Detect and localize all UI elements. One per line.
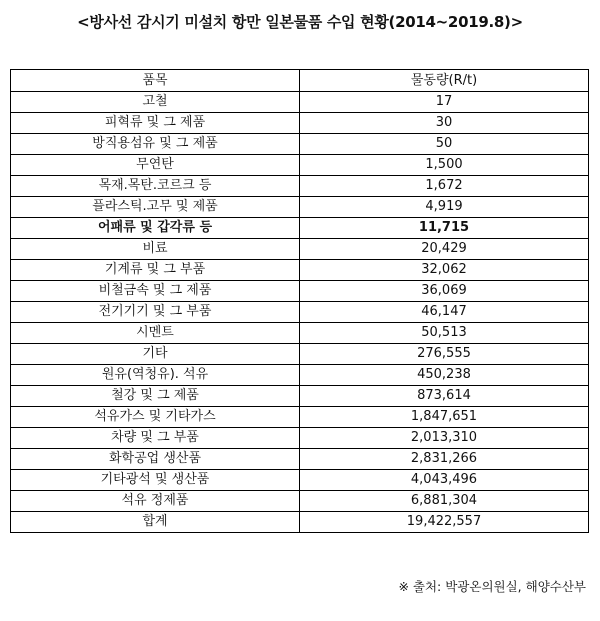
table-body (11, 92, 589, 533)
cell-volume: 450,238 (300, 365, 589, 386)
cell-item: 비철금속 및 그 제품 (11, 281, 300, 302)
cell-item: 석유가스 및 기타가스 (11, 407, 300, 428)
table-row (11, 302, 589, 323)
table-row (11, 218, 589, 239)
table-row (11, 197, 589, 218)
table-row (11, 491, 589, 512)
table-row (11, 428, 589, 449)
cell-volume: 32,062 (300, 260, 589, 281)
table-row (11, 113, 589, 134)
cell-item: 철강 및 그 제품 (11, 386, 300, 407)
cell-volume: 873,614 (300, 386, 589, 407)
cell-item: 전기기기 및 그 부품 (11, 302, 300, 323)
cell-volume: 11,715 (300, 218, 589, 239)
cell-item: 기계류 및 그 부품 (11, 260, 300, 281)
cell-volume: 4,043,496 (300, 470, 589, 491)
cell-item: 기타 (11, 344, 300, 365)
cell-item: 기타광석 및 생산품 (11, 470, 300, 491)
import-volume-table (10, 69, 589, 533)
cell-volume: 1,847,651 (300, 407, 589, 428)
table-row (11, 176, 589, 197)
cell-item: 피혁류 및 그 제품 (11, 113, 300, 134)
table-row (11, 92, 589, 113)
cell-item: 목재.목탄.코르크 등 (11, 176, 300, 197)
cell-item: 고철 (11, 92, 300, 113)
cell-volume: 1,672 (300, 176, 589, 197)
table-row (11, 449, 589, 470)
table-row (11, 365, 589, 386)
cell-volume: 50,513 (300, 323, 589, 344)
cell-item: 원유(역청유). 석유 (11, 365, 300, 386)
table-row (11, 407, 589, 428)
table-row (11, 344, 589, 365)
cell-item: 비료 (11, 239, 300, 260)
cell-item: 방직용섬유 및 그 제품 (11, 134, 300, 155)
table-header-row (11, 70, 589, 92)
cell-item: 시멘트 (11, 323, 300, 344)
table-row (11, 386, 589, 407)
document-title: <방사선 감시기 미설치 항만 일본물품 수입 현황(2014~2019.8)> (77, 13, 523, 31)
table-row (11, 281, 589, 302)
table-row (11, 134, 589, 155)
cell-volume: 276,555 (300, 344, 589, 365)
cell-volume: 20,429 (300, 239, 589, 260)
cell-item: 석유 정제품 (11, 491, 300, 512)
table-row (11, 260, 589, 281)
cell-item: 무연탄 (11, 155, 300, 176)
cell-item: 플라스틱.고무 및 제품 (11, 197, 300, 218)
cell-item: 합계 (11, 512, 300, 533)
table-row (11, 155, 589, 176)
cell-item: 화학공업 생산품 (11, 449, 300, 470)
cell-volume: 50 (300, 134, 589, 155)
cell-item: 어패류 및 갑각류 등 (11, 218, 300, 239)
cell-volume: 36,069 (300, 281, 589, 302)
cell-volume: 2,013,310 (300, 428, 589, 449)
cell-volume: 2,831,266 (300, 449, 589, 470)
table-row (11, 239, 589, 260)
table-row (11, 512, 589, 533)
cell-item: 차량 및 그 부품 (11, 428, 300, 449)
header-volume: 물동량(R/t) (300, 70, 589, 92)
cell-volume: 30 (300, 113, 589, 134)
table-row (11, 470, 589, 491)
header-item: 품목 (11, 70, 300, 92)
cell-volume: 46,147 (300, 302, 589, 323)
cell-volume: 4,919 (300, 197, 589, 218)
cell-volume: 1,500 (300, 155, 589, 176)
table-row (11, 323, 589, 344)
cell-volume: 19,422,557 (300, 512, 589, 533)
cell-volume: 17 (300, 92, 589, 113)
source-note: ※ 출처: 박광온의원실, 해양수산부 (398, 579, 586, 594)
cell-volume: 6,881,304 (300, 491, 589, 512)
